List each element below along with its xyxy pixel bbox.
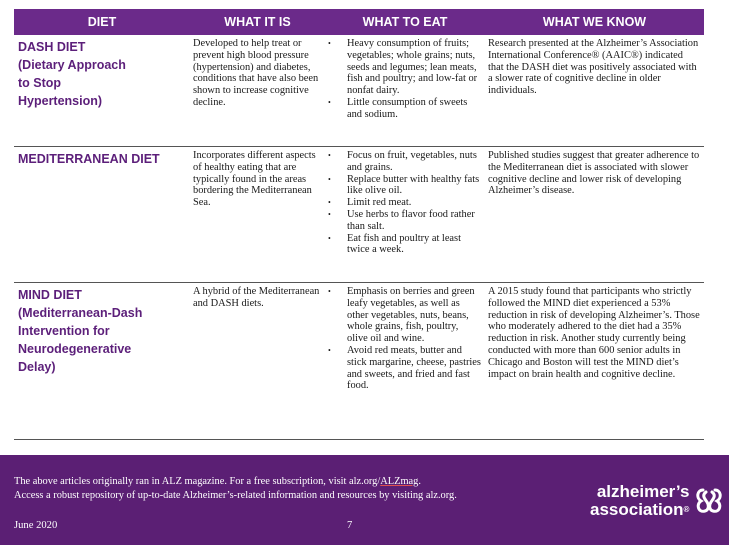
diet-name-line: (Dietary Approach [18, 58, 126, 72]
footer-line-1-text: The above articles originally ran in ALZ magazine. For a free subscription, visit alz.org/ [14, 476, 381, 487]
list-item: • Limit red meat. [325, 197, 481, 209]
diet-name [14, 147, 190, 282]
logo-wordmark [590, 483, 689, 519]
header-what-to-eat: WHAT TO EAT [362, 15, 448, 29]
header-what-it-is: WHAT IT IS [224, 15, 291, 29]
diet-name [14, 283, 190, 439]
diet-name-line: (Mediterranean-Dash [18, 306, 143, 320]
footer-line-1 [14, 475, 457, 489]
list-item: • Eat fish and poultry at least twice a week. [325, 233, 481, 257]
list-item: • Avoid red meats, butter and stick margarine, cheese, pastries and sweets, and fried and fast food. [325, 345, 481, 392]
logo-line-2 [590, 501, 689, 519]
list-item: • Emphasis on berries and green leafy vegetables, as well as other vegetables, nuts, beans, whole grains, fish, poultry, olive oil and wine. [325, 286, 481, 345]
registered-mark: ® [683, 505, 690, 514]
diet-name-line: to Stop [18, 76, 62, 90]
table-row [14, 147, 704, 283]
list-item: • Heavy consumption of fruits; vegetables; whole grains; nuts, seeds and legumes; lean meats, fish and poultry; and low-fat or nonfat dairy. [325, 38, 481, 97]
header-diet: DIET [87, 15, 117, 29]
diet-name [14, 35, 190, 146]
what-we-know-cell: Research presented at the Alzheimer’s Association International Conference® (AAIC®) indicated that the DASH diet was positively associated with a slower rate of cognitive decline in older individuals. [488, 38, 699, 97]
diet-name-line: Neurodegenerative [18, 342, 132, 356]
table-row [14, 35, 704, 147]
logo-line-2-text: association [590, 500, 684, 519]
footer-line-2: Access a robust repository of up-to-date Alzheimer’s-related information and resources by visiting alz.org. [14, 490, 457, 501]
logo-line-1: alzheimer’s [596, 482, 690, 501]
what-to-eat-cell [325, 283, 485, 439]
diet-name-line: Hypertension) [18, 94, 103, 108]
table-header [14, 9, 704, 35]
diet-name-line: MEDITERRANEAN DIET [18, 152, 160, 166]
brain-icon [693, 486, 725, 516]
what-it-is-cell: A hybrid of the Mediterranean and DASH diets. [193, 286, 320, 309]
footer-bar [0, 455, 729, 545]
diet-name-line: DASH DIET [18, 40, 86, 54]
publication-date: June 2020 [14, 520, 58, 531]
table-row [14, 283, 704, 440]
list-item: • Use herbs to flavor food rather than salt. [325, 209, 481, 233]
diet-name-line: Delay) [18, 360, 56, 374]
footer-line-1-suffix: . [418, 476, 421, 487]
diet-name-line: MIND DIET [18, 288, 82, 302]
alzmag-link[interactable]: ALZmag [380, 476, 419, 487]
diet-comparison-table [14, 9, 704, 440]
list-item: • Focus on fruit, vegetables, nuts and grains. [325, 150, 481, 174]
diet-name-line: Intervention for [18, 324, 110, 338]
what-it-is-cell: Developed to help treat or prevent high blood pressure (hypertension) and diabetes, conditions that have also been shown to increase cognitive decline. [193, 38, 319, 108]
list-item: • Replace butter with healthy fats like olive oil. [325, 174, 481, 198]
what-we-know-cell: A 2015 study found that participants who strictly followed the MIND diet experienced a 53% reduction in risk of developing Alzheimer’s. Those who moderately adhered to the diet had a 35% reduction in risk. Another study currently being conducted with more than 600 senior adults in Chicago and Boston will test the MIND diet’s impact on brain health and cognitive decline. [488, 286, 700, 380]
what-to-eat-cell [325, 35, 485, 146]
what-it-is-cell: Incorporates different aspects of healthy eating that are typically found in the areas bordering the Mediterranean Sea. [193, 150, 316, 209]
list-item: • Little consumption of sweets and sodium. [325, 97, 481, 121]
what-we-know-cell: Published studies suggest that greater adherence to the Mediterranean diet is associated with slower cognitive decline and lower risk of developing Alzheimer’s disease. [488, 150, 700, 197]
alzheimers-association-logo [590, 483, 725, 519]
footer-text [14, 475, 457, 503]
what-to-eat-cell [325, 147, 485, 282]
header-what-we-know: WHAT WE KNOW [542, 15, 647, 29]
page-number: 7 [347, 520, 353, 531]
